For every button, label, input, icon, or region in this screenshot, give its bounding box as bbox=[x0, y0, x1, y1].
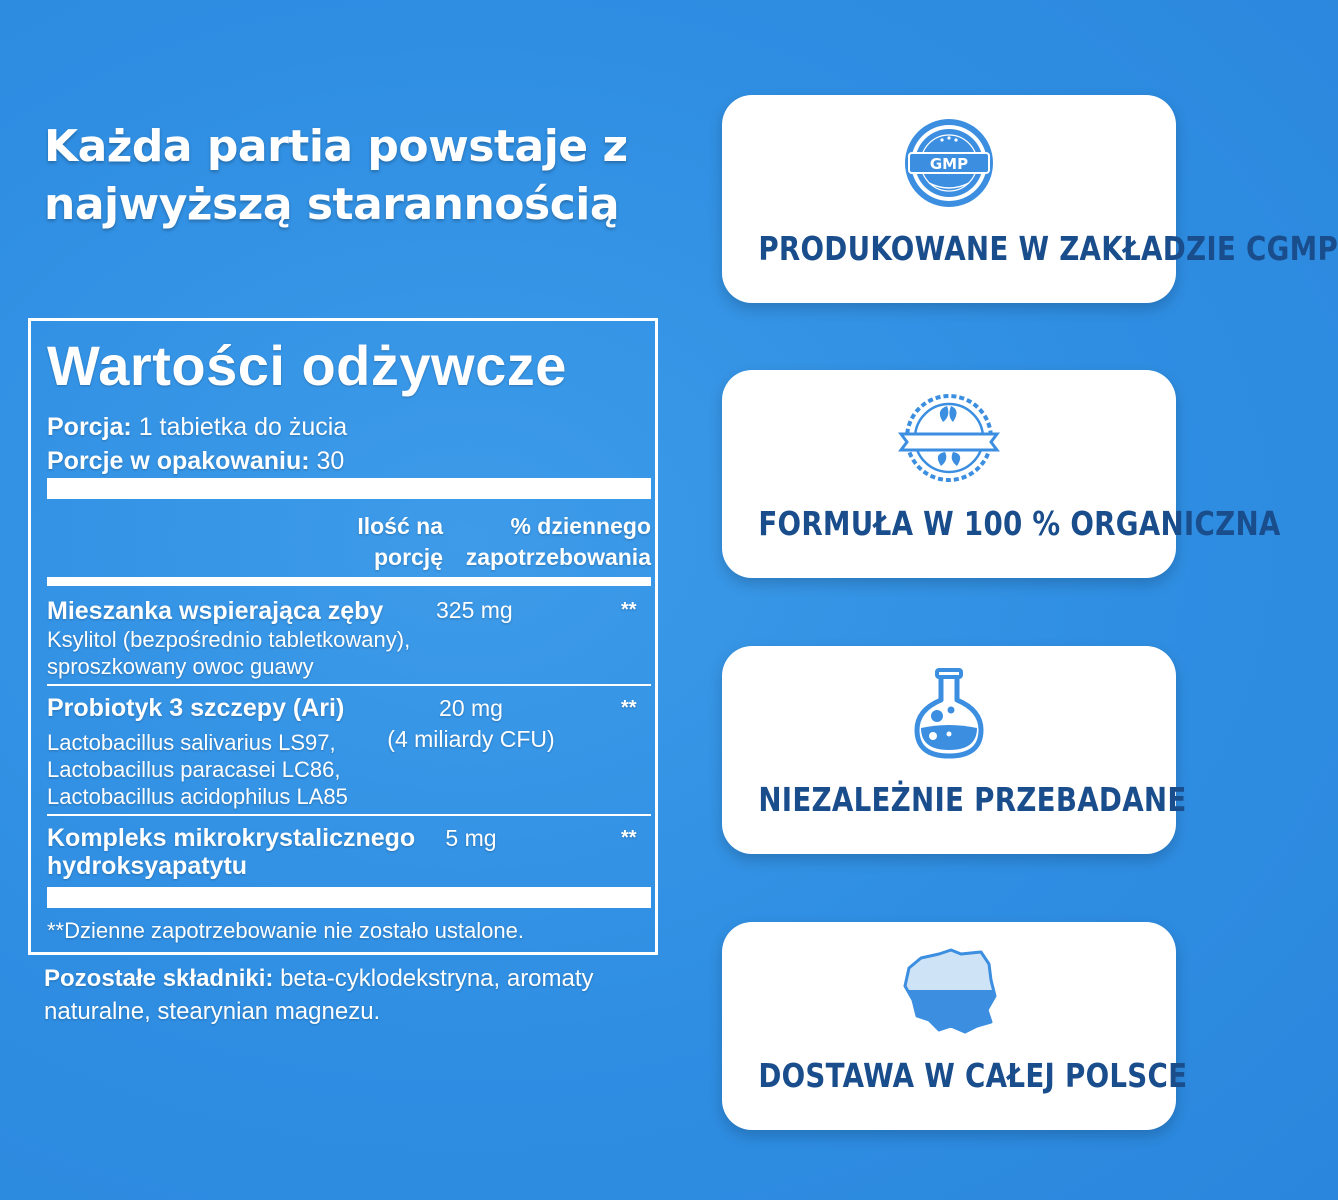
badge-lab-tested bbox=[722, 646, 1187, 854]
other-ingredients bbox=[44, 962, 644, 1028]
badge-label: PRODUKOWANE W ZAKŁADZIE CGMP bbox=[758, 229, 1338, 268]
page-headline bbox=[44, 118, 684, 234]
badge-label: FORMUŁA W 100 % ORGANICZNA bbox=[758, 504, 1281, 543]
ingredient-amount-cfu: (4 miliardy CFU) bbox=[387, 726, 555, 752]
ingredient-name: Mieszanka wspierająca zęby bbox=[47, 597, 384, 625]
row-divider bbox=[47, 814, 651, 816]
gmp-seal-text: GMP bbox=[929, 155, 969, 173]
lab-flask-icon bbox=[899, 664, 999, 764]
ingredient-name: Probiotyk 3 szczepy (Ari) bbox=[47, 694, 345, 722]
badge-gmp bbox=[722, 95, 1338, 303]
gmp-seal-icon bbox=[899, 113, 999, 213]
organic-leaf-seal-icon bbox=[899, 388, 999, 488]
ingredient-detail: Ksylitol (bezpośrednio tabletkowany), bbox=[47, 627, 411, 652]
serving-size bbox=[47, 411, 347, 443]
badge-delivery-poland bbox=[722, 922, 1188, 1130]
other-ingredients-label: Pozostałe składniki: bbox=[44, 965, 274, 992]
badge-label: NIEZALEŻNIE PRZEBADANE bbox=[758, 780, 1187, 819]
divider-thick-bottom bbox=[47, 887, 651, 908]
ingredient-detail: Lactobacillus paracasei LC86, bbox=[47, 757, 341, 782]
daily-value: ** bbox=[621, 599, 637, 621]
ingredient-amount: 5 mg bbox=[445, 825, 497, 851]
divider-medium bbox=[47, 577, 651, 586]
badge-organic bbox=[722, 370, 1281, 578]
headline-line-1: Każda partia powstaje z bbox=[44, 121, 628, 172]
daily-value: ** bbox=[621, 827, 637, 849]
ingredient-amount: 20 mg bbox=[439, 695, 503, 721]
servings-label: Porcje w opakowaniu: bbox=[47, 447, 310, 475]
ingredient-detail: Lactobacillus salivarius LS97, bbox=[47, 730, 336, 755]
row-divider bbox=[47, 684, 651, 686]
column-header-amount: Ilość na porcję bbox=[357, 513, 443, 570]
serving-value: 1 tabietka do żucia bbox=[131, 413, 348, 441]
poland-map-icon bbox=[899, 940, 999, 1040]
ingredient-detail: Lactobacillus acidophilus LA85 bbox=[47, 784, 348, 809]
ingredient-detail: sproszkowany owoc guawy bbox=[47, 654, 314, 679]
serving-label: Porcja: bbox=[47, 413, 132, 441]
servings-value: 30 bbox=[309, 447, 345, 475]
headline-line-2: najwyższą starannością bbox=[44, 179, 620, 230]
nutrition-title: Wartości odżywcze bbox=[47, 334, 567, 397]
column-header-daily-value: % dziennego zapotrzebowania bbox=[465, 513, 651, 570]
daily-value: ** bbox=[621, 697, 637, 719]
ingredient-amount: 325 mg bbox=[436, 597, 513, 623]
divider-thick-top bbox=[47, 478, 651, 499]
ingredient-name: Kompleks mikrokrystalicznego bbox=[47, 824, 416, 852]
servings-per-container bbox=[47, 445, 344, 477]
ingredient-name-line-2: hydroksyapatytu bbox=[47, 852, 248, 880]
other-ingredients-text: beta-cyklodekstryna, aromaty bbox=[273, 965, 594, 992]
nutrition-facts-panel bbox=[28, 318, 658, 955]
badge-label: DOSTAWA W CAŁEJ POLSCE bbox=[758, 1056, 1188, 1095]
footnote: **Dzienne zapotrzebowanie nie zostało ustalone. bbox=[47, 918, 524, 943]
other-ingredients-text-2: naturalne, stearynian magnezu. bbox=[44, 998, 381, 1025]
